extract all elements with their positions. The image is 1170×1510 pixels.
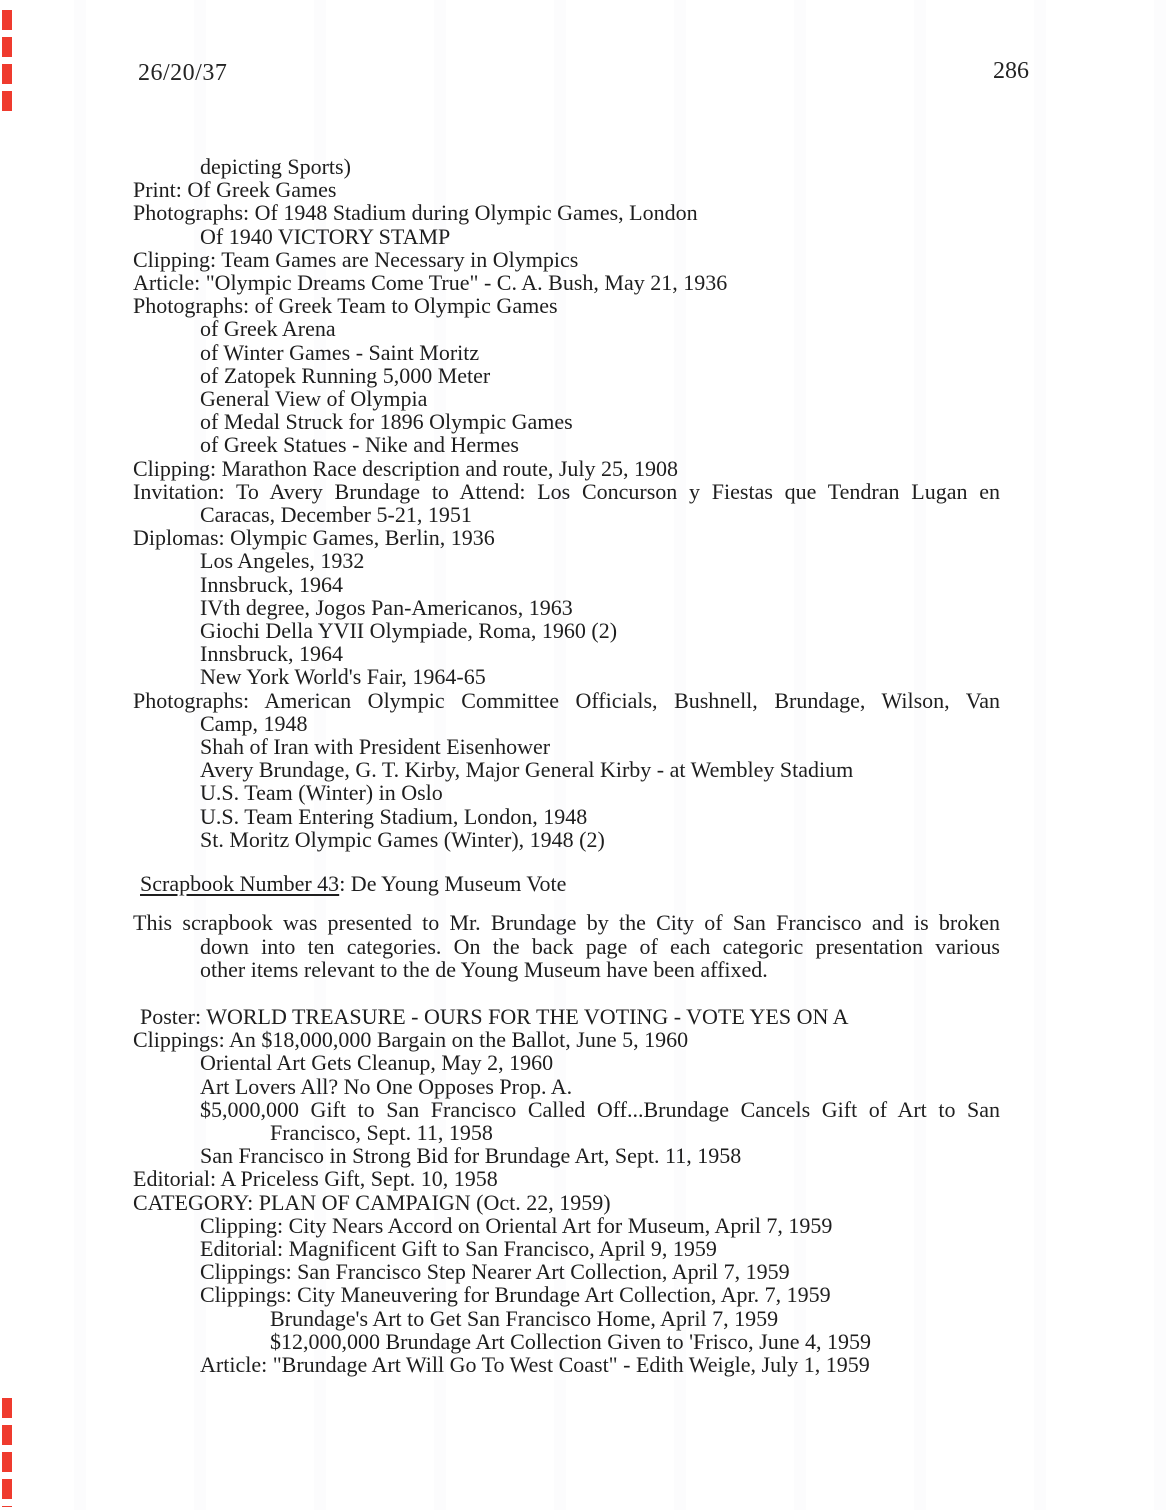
description-paragraph [133, 911, 1000, 981]
text-line: Editorial: A Priceless Gift, Sept. 10, 1958 [133, 1166, 498, 1192]
text-line: $12,000,000 Brundage Art Collection Given to 'Frisco, June 4, 1959 [270, 1328, 871, 1354]
scrapbook-heading-number: Scrapbook Number 43 [140, 871, 340, 897]
text-line: Print: Of Greek Games [133, 177, 337, 203]
text-line: Brundage's Art to Get San Francisco Home, April 7, 1959 [270, 1305, 779, 1331]
red-edge-mark-top [2, 10, 12, 111]
text-line: Clipping: Marathon Race description and route, July 25, 1908 [133, 455, 679, 481]
scrapbook-heading [133, 872, 1000, 895]
text-line: Clippings: City Maneuvering for Brundage Art Collection, Apr. 7, 1959 [200, 1282, 831, 1308]
text-line: Oriental Art Gets Cleanup, May 2, 1960 [200, 1050, 554, 1076]
text-line: Art Lovers All? No One Opposes Prop. A. [200, 1073, 573, 1099]
text-line: of Greek Arena [200, 316, 336, 342]
text-line: of Greek Statues - Nike and Hermes [200, 432, 519, 458]
text-line: IVth degree, Jogos Pan-Americanos, 1963 [200, 594, 573, 620]
text-line: down into ten categories. On the back page of each categoric presentation various [200, 933, 1000, 959]
text-line: CATEGORY: PLAN OF CAMPAIGN (Oct. 22, 1959) [133, 1189, 611, 1215]
text-line: Photographs: of Greek Team to Olympic Games [133, 293, 558, 319]
text-line: Giochi Della YVII Olympiade, Roma, 1960 (2) [200, 618, 618, 644]
campaign-list [133, 1005, 1000, 1376]
text-line: Caracas, December 5-21, 1951 [200, 502, 472, 528]
text-line: Diplomas: Olympic Games, Berlin, 1936 [133, 525, 495, 551]
text-line: of Medal Struck for 1896 Olympic Games [200, 409, 573, 435]
text-line: Of 1940 VICTORY STAMP [200, 223, 451, 249]
text-line: Innsbruck, 1964 [200, 641, 343, 667]
text-line: San Francisco in Strong Bid for Brundage Art, Sept. 11, 1958 [200, 1143, 742, 1169]
text-line: Camp, 1948 [200, 710, 308, 736]
text-line: General View of Olympia [200, 386, 428, 412]
text-line: of Zatopek Running 5,000 Meter [200, 362, 491, 388]
text-line: other items relevant to the de Young Museum have been affixed. [200, 956, 768, 982]
text-line: Poster: WORLD TREASURE - OURS FOR THE VOTING - VOTE YES ON A [140, 1003, 849, 1029]
text-line: U.S. Team Entering Stadium, London, 1948 [200, 803, 588, 829]
text-line: Clippings: An $18,000,000 Bargain on the Ballot, June 5, 1960 [133, 1027, 689, 1053]
text-line: Photographs: American Olympic Committee Officials, Bushnell, Brundage, Wilson, Van [133, 687, 1000, 713]
text-line: $5,000,000 Gift to San Francisco Called Off...Brundage Cancels Gift of Art to San [200, 1096, 1000, 1122]
page-number: 286 [993, 58, 1029, 84]
text-line: Clippings: San Francisco Step Nearer Art Collection, April 7, 1959 [200, 1259, 790, 1285]
text-line: Article: "Olympic Dreams Come True" - C. A. Bush, May 21, 1936 [133, 270, 728, 296]
text-line: Clipping: Team Games are Necessary in Olympics [133, 246, 579, 272]
text-line: U.S. Team (Winter) in Oslo [200, 780, 443, 806]
text-line: Avery Brundage, G. T. Kirby, Major General Kirby - at Wembley Stadium [200, 757, 854, 783]
text-line: Article: "Brundage Art Will Go To West Coast" - Edith Weigle, July 1, 1959 [200, 1351, 870, 1377]
text-line: Invitation: To Avery Brundage to Attend: Los Concurson y Fiestas que Tendran Lugan en [133, 478, 1000, 504]
text-line: New York World's Fair, 1964-65 [200, 664, 486, 690]
document-body [133, 155, 1000, 1376]
text-line: Shah of Iran with President Eisenhower [200, 734, 551, 760]
text-line: depicting Sports) [200, 154, 351, 179]
scrapbook-heading-title: : De Young Museum Vote [339, 871, 567, 897]
red-edge-mark-bottom [2, 1398, 12, 1507]
text-line: Photographs: Of 1948 Stadium during Olympic Games, London [133, 200, 698, 226]
text-line: Innsbruck, 1964 [200, 571, 343, 597]
text-line: Los Angeles, 1932 [200, 548, 365, 574]
text-line: Editorial: Magnificent Gift to San Francisco, April 9, 1959 [200, 1235, 717, 1261]
text-line: Clipping: City Nears Accord on Oriental Art for Museum, April 7, 1959 [200, 1212, 833, 1238]
folder-number: 26/20/37 [138, 60, 228, 86]
inventory-list [133, 155, 1000, 851]
text-line: St. Moritz Olympic Games (Winter), 1948 (2) [200, 826, 605, 852]
text-line: of Winter Games - Saint Moritz [200, 339, 480, 365]
text-line: This scrapbook was presented to Mr. Brundage by the City of San Francisco and is broken [133, 910, 1000, 936]
text-line: Francisco, Sept. 11, 1958 [270, 1119, 493, 1145]
